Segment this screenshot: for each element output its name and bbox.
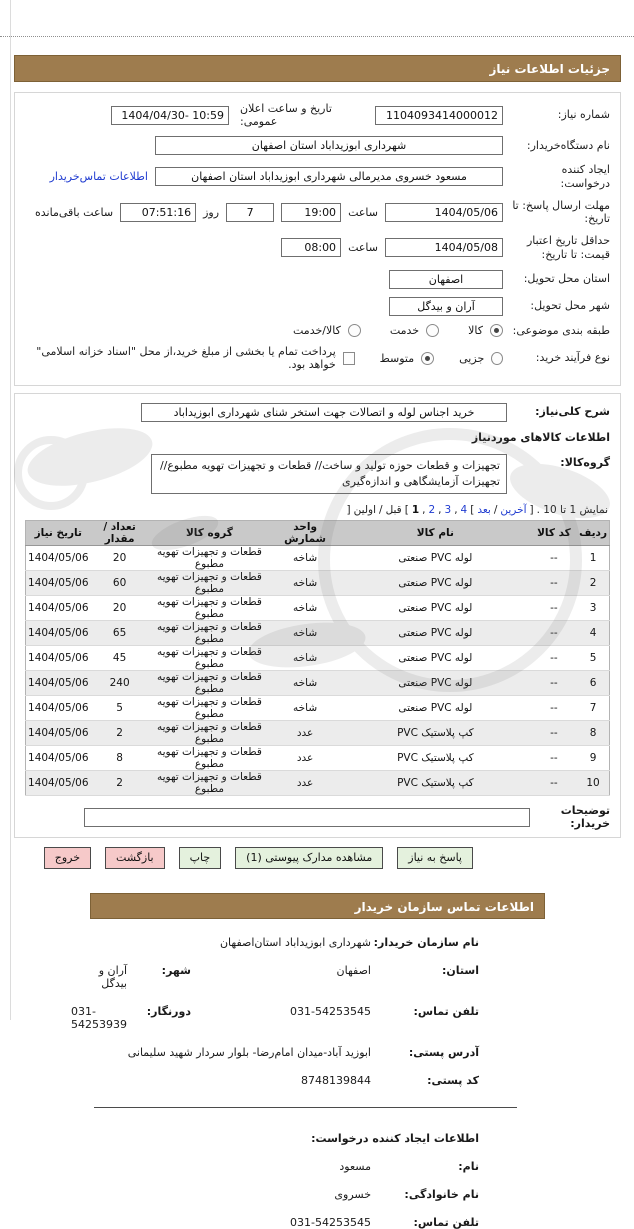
creator-name-label: نام:	[458, 1159, 479, 1173]
row-creator-phone	[90, 1216, 479, 1229]
request-creator-content	[90, 1108, 545, 1229]
pagination-last-link[interactable]: آخرین	[500, 504, 527, 517]
action-buttons	[14, 847, 473, 869]
pagination-bracket: [	[470, 504, 475, 517]
row-price-validity	[25, 234, 610, 262]
items-table-header-row	[26, 521, 610, 546]
need-description-label: شرح کلی‌نیاز:	[535, 405, 610, 419]
buyer-contact-content	[71, 919, 545, 1087]
announce-datetime-field[interactable]	[111, 106, 229, 125]
table-row: 3 -- لوله PVC صنعتی شاخه قطعات و تجهیزات تهویه مطبوع 20 1404/05/06	[26, 596, 610, 621]
need-description-field[interactable]	[141, 403, 507, 422]
row-subject-classification	[25, 324, 610, 338]
price-validity-label: حداقل تاریخ اعتبار قیمت: تا تاریخ:	[526, 234, 610, 261]
pagination-prev: قبل	[385, 504, 402, 517]
days-field[interactable]	[226, 203, 274, 222]
pagination-next-link[interactable]: بعد	[477, 504, 491, 517]
radio-service-label: خدمت	[389, 323, 420, 337]
need-number-field[interactable]	[375, 106, 503, 125]
pagination-showing: نمایش 1 تا 10 .	[536, 504, 608, 517]
postal-address-value: ابوزید آباد-میدان امام‌رضا- بلوار سردار شهید سلیمانی	[127, 1045, 371, 1059]
page-left-border	[10, 0, 11, 1020]
city-label: شهر:	[161, 963, 191, 977]
table-row: 8 -- کپ پلاستیک PVC عدد قطعات و تجهیزات تهویه مطبوع 2 1404/05/06	[26, 721, 610, 746]
radio-service[interactable]	[426, 324, 439, 337]
goods-info-title: اطلاعات کالاهای موردنیاز	[471, 431, 610, 445]
delivery-city-field[interactable]	[389, 297, 503, 316]
creator-name-value: مسعود	[339, 1159, 371, 1173]
row-buyer-notes	[25, 804, 610, 830]
page-title: جزئیات اطلاعات نیاز	[14, 55, 621, 82]
row-creator-name	[90, 1160, 479, 1173]
request-info-panel	[14, 92, 621, 386]
pagination-separator: ,	[438, 504, 442, 517]
table-row: 10 -- کپ پلاستیک PVC عدد قطعات و تجهیزات تهویه مطبوع 2 1404/05/06	[26, 771, 610, 796]
row-postal-address	[90, 1046, 479, 1059]
postal-address-label: آدرس پستی:	[408, 1045, 479, 1059]
radio-goods-service[interactable]	[348, 324, 361, 337]
pagination-page-3[interactable]: 3	[444, 504, 452, 517]
pagination-slash: /	[493, 504, 498, 517]
radio-medium-label: متوسط	[379, 351, 415, 365]
buyer-contact-title: اطلاعات تماس سازمان خریدار	[90, 893, 545, 919]
goods-group-field[interactable]: تجهیزات و قطعات حوزه تولید و ساخت// قطعات و تجهیزات تهویه مطبوع// تجهیزات آزمایشگاهی و اندازه‌گیری	[151, 454, 507, 494]
table-row: 4 -- لوله PVC صنعتی شاخه قطعات و تجهیزات تهویه مطبوع 65 1404/05/06	[26, 621, 610, 646]
row-phone-fax	[71, 1004, 479, 1031]
col-code: کد کالا	[531, 521, 577, 546]
org-name-value: شهرداری ابوزیداباد استان‌اصفهان	[219, 935, 371, 949]
table-row: 7 -- لوله PVC صنعتی شاخه قطعات و تجهیزات تهویه مطبوع 5 1404/05/06	[26, 696, 610, 721]
row-org-name	[90, 936, 479, 949]
buyer-contact-section	[71, 893, 545, 1229]
pagination-page-2[interactable]: 2	[428, 504, 436, 517]
subject-classification-label: طبقه بندی موضوعی:	[512, 323, 610, 337]
pagination-first: اولین	[353, 504, 377, 517]
exit-button[interactable]: خروج	[44, 847, 91, 869]
request-creator-field[interactable]	[155, 167, 503, 186]
pagination-bracket: ]	[346, 504, 351, 517]
col-unit: واحد شمارش	[270, 521, 340, 546]
table-row: 5 -- لوله PVC صنعتی شاخه قطعات و تجهیزات تهویه مطبوع 45 1404/05/06	[26, 646, 610, 671]
row-province-city	[90, 964, 479, 990]
deadline-hour-label: ساعت	[348, 205, 378, 219]
buyer-notes-field[interactable]	[84, 808, 530, 827]
need-items-panel	[14, 393, 621, 837]
remaining-time-field[interactable]	[120, 203, 196, 222]
row-postal-code	[90, 1074, 479, 1087]
pagination-page-4[interactable]: 4	[460, 504, 468, 517]
deadline-time-field[interactable]	[281, 203, 341, 222]
remaining-label: ساعت باقی‌مانده	[35, 205, 114, 219]
deadline-date-field[interactable]	[385, 203, 503, 222]
table-row: 6 -- لوله PVC صنعتی شاخه قطعات و تجهیزات تهویه مطبوع 240 1404/05/06	[26, 671, 610, 696]
postal-code-label: کد پستی:	[427, 1073, 479, 1087]
pagination-current-page: 1	[411, 504, 420, 517]
radio-goods-label: کالا	[468, 323, 483, 337]
treasury-note: پرداخت تمام یا بخشی از مبلغ خرید،از محل "اسناد خزانه اسلامی" خواهد بود.	[36, 345, 336, 372]
row-purchase-process	[25, 345, 610, 371]
items-table	[25, 520, 610, 796]
row-response-deadline	[25, 199, 610, 227]
pagination-slash: /	[379, 504, 383, 517]
buyer-org-field[interactable]	[155, 136, 503, 155]
request-creator-label: ایجاد کننده درخواست:	[560, 163, 610, 190]
back-button[interactable]: بازگشت	[105, 847, 165, 869]
creator-phone-label: تلفن تماس:	[413, 1215, 479, 1229]
radio-goods-service-label: کالا/خدمت	[293, 323, 341, 337]
pagination-separator: ,	[454, 504, 458, 517]
table-row: 9 -- کپ پلاستیک PVC عدد قطعات و تجهیزات تهویه مطبوع 8 1404/05/06	[26, 746, 610, 771]
creator-family-value: خسروی	[334, 1187, 371, 1201]
row-delivery-city	[25, 297, 610, 316]
table-row: 1 -- لوله PVC صنعتی شاخه قطعات و تجهیزات تهویه مطبوع 20 1404/05/06	[26, 546, 610, 571]
row-need-number	[25, 102, 610, 128]
main-column	[14, 55, 621, 1229]
pagination-bracket: [	[404, 504, 409, 517]
buyer-contact-link[interactable]: اطلاعات تماس‌خریدار	[49, 170, 148, 184]
table-row: 2 -- لوله PVC صنعتی شاخه قطعات و تجهیزات تهویه مطبوع 60 1404/05/06	[26, 571, 610, 596]
province-label: استان:	[442, 963, 479, 977]
need-number-label: شماره نیاز:	[557, 108, 610, 122]
col-name: نام کالا	[340, 521, 531, 546]
row-buyer-org	[25, 136, 610, 155]
print-button[interactable]: چاپ	[179, 847, 222, 869]
response-deadline-label: مهلت ارسال پاسخ: تا تاریخ:	[512, 198, 610, 226]
phone-label: تلفن تماس:	[413, 1004, 479, 1018]
fax-label: دورنگار:	[146, 1004, 191, 1018]
col-row: ردیف	[577, 521, 609, 546]
attachments-button[interactable]: مشاهده مدارک پیوستی (1)	[235, 847, 383, 869]
validity-time-field[interactable]	[281, 238, 341, 257]
col-qty: تعداد / مقدار	[91, 521, 149, 546]
postal-code-value: 8748139844	[301, 1073, 371, 1087]
validity-date-field[interactable]	[385, 238, 503, 257]
validity-hour-label: ساعت	[348, 241, 378, 255]
row-creator-family	[90, 1188, 479, 1201]
row-need-description	[25, 403, 610, 422]
creator-phone-value: 031-54253545	[290, 1215, 371, 1229]
radio-medium[interactable]	[421, 352, 434, 365]
org-name-label: نام سازمان خریدار:	[373, 935, 479, 949]
goods-group-label: گروه‌کالا:	[560, 456, 610, 470]
radio-minor-label: جزیی	[459, 351, 485, 365]
city-value: آران و بیدگل	[98, 963, 127, 990]
col-date: تاریخ نیاز	[26, 521, 91, 546]
phone-value: 031-54253545	[290, 1004, 371, 1018]
buyer-notes-label: توضیحات خریدار:	[560, 804, 610, 831]
treasury-checkbox[interactable]	[343, 352, 355, 365]
top-dotted-divider	[0, 36, 634, 37]
delivery-province-label: استان محل تحویل:	[523, 272, 610, 286]
announce-label: تاریخ و ساعت اعلان عمومی:	[240, 102, 332, 128]
radio-goods[interactable]	[490, 324, 503, 337]
buyer-org-label: نام دستگاه‌خریدار:	[526, 138, 610, 152]
delivery-province-field[interactable]	[389, 270, 503, 289]
row-delivery-province	[25, 270, 610, 289]
pagination-separator: ,	[422, 504, 426, 517]
province-value: اصفهان	[336, 963, 371, 977]
delivery-city-label: شهر محل تحویل:	[530, 299, 610, 313]
fax-value: 031-54253939	[71, 1004, 128, 1031]
day-label: روز	[203, 205, 220, 219]
pagination-bracket: ]	[529, 504, 534, 517]
row-goods-group	[25, 454, 610, 494]
col-group: گروه کالا	[149, 521, 271, 546]
creator-family-label: نام خانوادگی:	[404, 1187, 479, 1201]
request-creator-title: اطلاعات ایجاد کننده درخواست:	[311, 1131, 479, 1145]
respond-button[interactable]: پاسخ به نیاز	[397, 847, 473, 869]
radio-minor[interactable]	[491, 352, 503, 365]
pagination	[27, 504, 608, 516]
row-request-creator	[25, 163, 610, 191]
purchase-process-label: نوع فرآیند خرید:	[535, 351, 610, 365]
